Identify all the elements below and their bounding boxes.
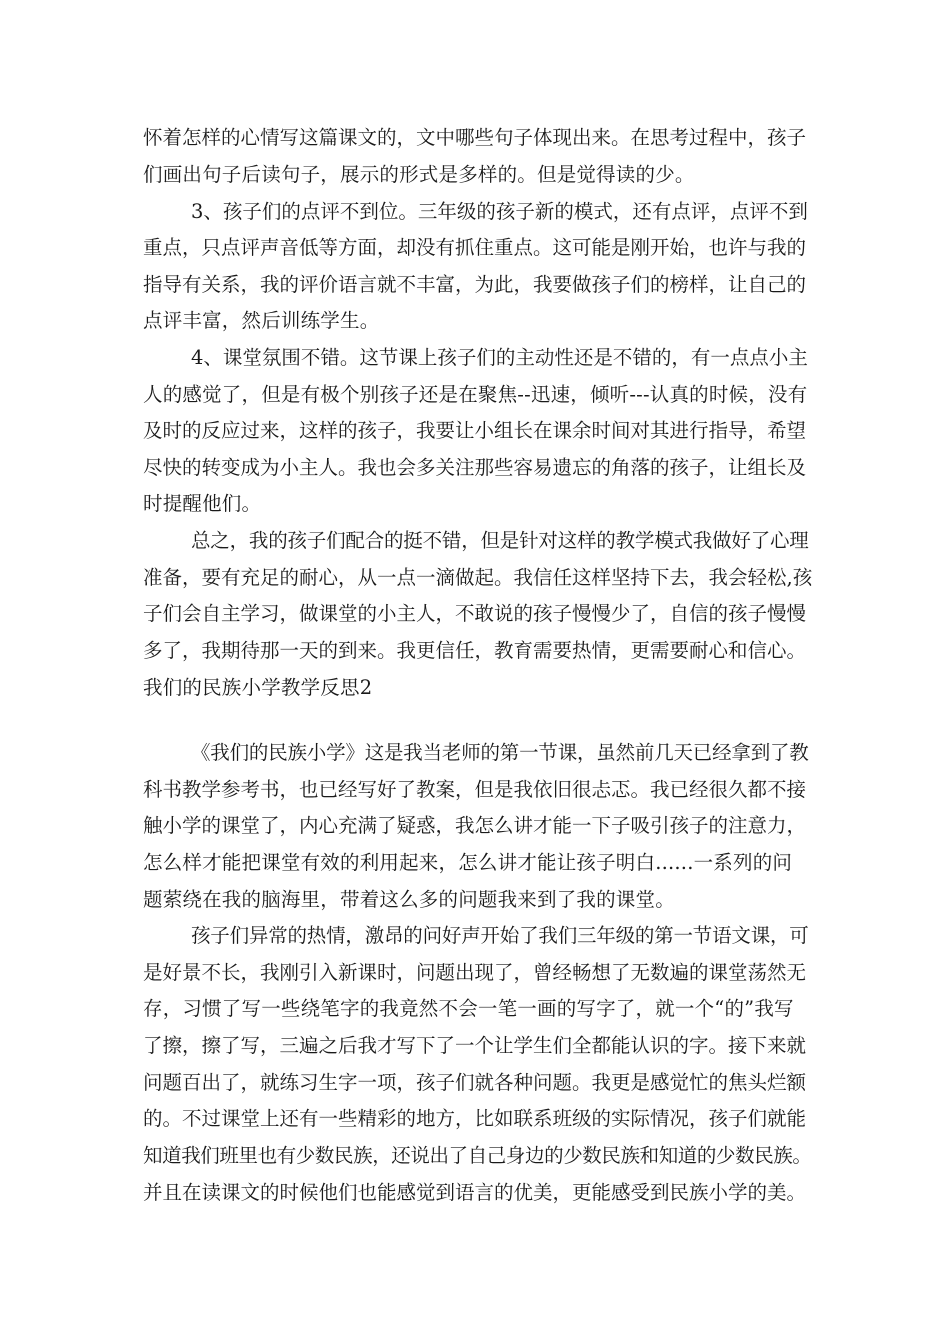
text-line: 是好景不长，我刚引入新课时，问题出现了，曾经畅想了无数遍的课堂荡然无 [143, 961, 807, 984]
text-line: 们画出句子后读句子，展示的形式是多样的。但是觉得读的少。 [143, 163, 695, 186]
text-line: 《我们的民族小学》这是我当老师的第一节课，虽然前几天已经拿到了教 [191, 741, 809, 764]
text-line: 3、孩子们的点评不到位。三年级的孩子新的模式，还有点评，点评不到 [191, 200, 808, 223]
text-line: 及时的反应过来，这样的孩子，我要让小组长在课余时间对其进行指导，希望 [143, 419, 807, 442]
text-line: 怎么样才能把课堂有效的利用起来，怎么讲才能让孩子明白......一系列的问 [143, 851, 793, 874]
text-line: 的。不过课堂上还有一些精彩的地方，比如联系班级的实际情况，孩子们就能 [143, 1107, 807, 1130]
text-line: 时提醒他们。 [143, 492, 262, 515]
text-line: 怀着怎样的心情写这篇课文的，文中哪些句子体现出来。在思考过程中，孩子 [143, 126, 807, 149]
text-line: 指导有关系，我的评价语言就不丰富，为此，我要做孩子们的榜样，让自己的 [143, 273, 807, 296]
text-line: 科书教学参考书，也已经写好了教案，但是我依旧很忐忑。我已经很久都不接 [143, 778, 807, 801]
text-line: 存，习惯了写一些绕笔字的我竟然不会一笔一画的写字了，就一个“的”我写 [143, 997, 794, 1020]
text-line: 并且在读课文的时候他们也能感觉到语言的优美，更能感受到民族小学的美。 [143, 1181, 807, 1204]
text-line: 孩子们异常的热情，激昂的问好声开始了我们三年级的第一节语文课，可 [191, 924, 809, 947]
text-line: 准备，要有充足的耐心，从一点一滴做起。我信任这样坚持下去，我会轻松,孩 [143, 566, 813, 589]
text-line: 子们会自主学习，做课堂的小主人，不敢说的孩子慢慢少了，自信的孩子慢慢 [143, 602, 807, 625]
text-line: 点评丰富，然后训练学生。 [143, 309, 380, 332]
text-line: 尽快的转变成为小主人。我也会多关注那些容易遗忘的角落的孩子，让组长及 [143, 456, 807, 479]
text-line: 问题百出了，就练习生字一项，孩子们就各种问题。我更是感觉忙的焦头烂额 [143, 1071, 807, 1094]
text-line: 总之，我的孩子们配合的挺不错，但是针对这样的教学模式我做好了心理 [191, 529, 809, 552]
text-line: 人的感觉了，但是有极个别孩子还是在聚焦--迅速，倾听---认真的时候，没有 [143, 383, 808, 406]
text-line: 题萦绕在我的脑海里，带着这么多的问题我来到了我的课堂。 [143, 888, 675, 911]
text-line: 4、课堂氛围不错。这节课上孩子们的主动性还是不错的，有一点点小主 [191, 346, 808, 369]
text-line: 多了，我期待那一天的到来。我更信任，教育需要热情，更需要耐心和信心。 [143, 639, 807, 662]
text-line: 了擦，擦了写，三遍之后我才写下了一个让学生们全都能认识的字。接下来就 [143, 1034, 807, 1057]
text-line: 重点，只点评声音低等方面，却没有抓住重点。这可能是刚开始，也许与我的 [143, 236, 807, 259]
text-line: 触小学的课堂了，内心充满了疑惑，我怎么讲才能一下子吸引孩子的注意力， [143, 814, 807, 837]
text-line: 知道我们班里也有少数民族，还说出了自己身边的少数民族和知道的少数民族。 [143, 1144, 812, 1167]
section-heading: 我们的民族小学教学反思2 [143, 676, 373, 699]
